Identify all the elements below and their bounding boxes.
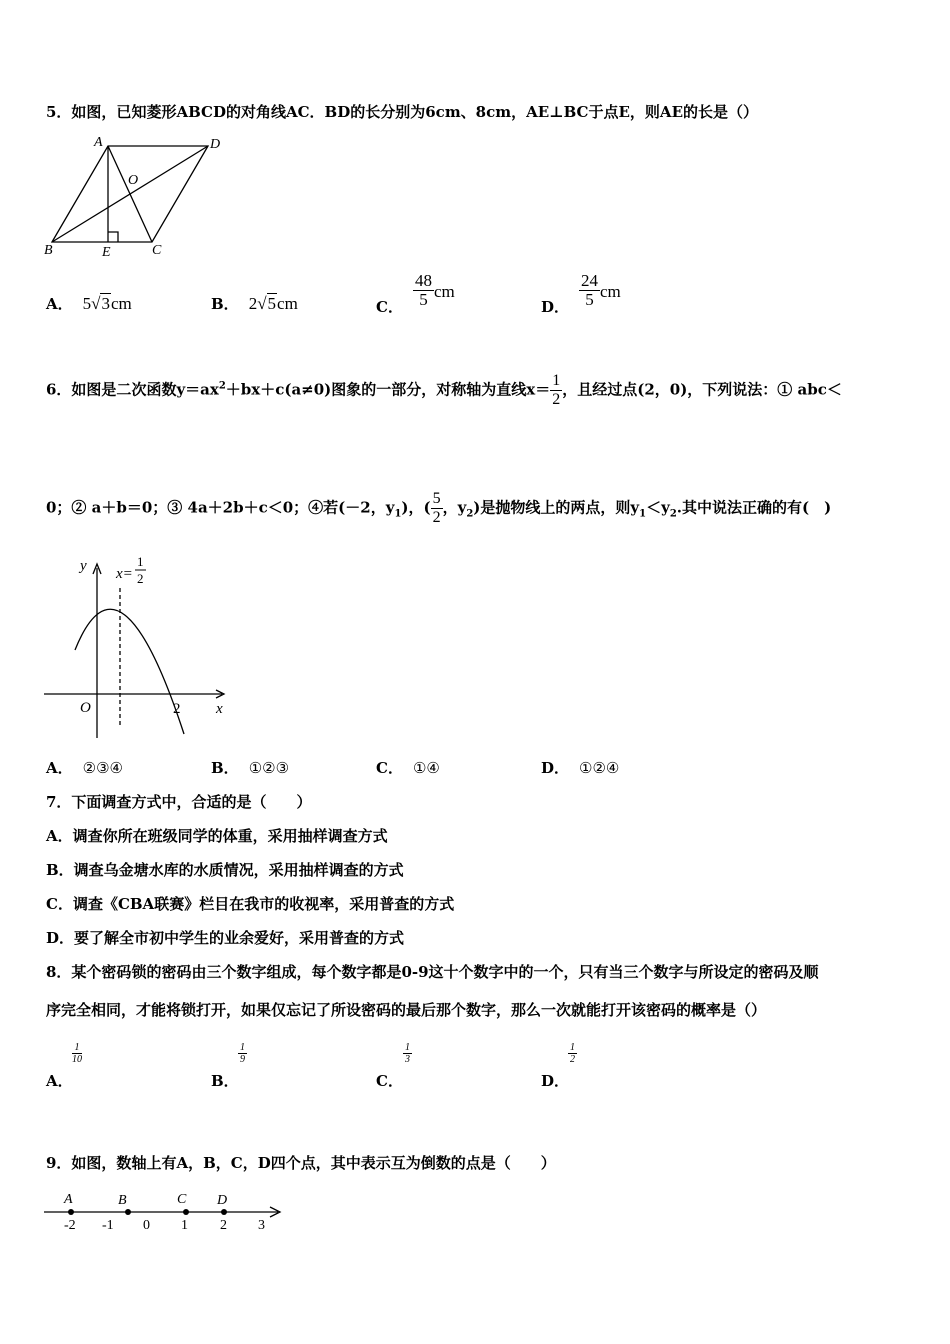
graph-x-label: x <box>216 701 223 717</box>
q9-stem: 9．如图，数轴上有A，B，C，D四个点，其中表示互为倒数的点是（ ） <box>46 1154 556 1172</box>
q6-option-d[interactable]: D． ①②④ <box>541 759 620 777</box>
point-b-label: B <box>118 1193 127 1208</box>
tick-3: 3 <box>258 1218 265 1233</box>
label-e: E <box>102 245 111 260</box>
label-c: C <box>152 243 162 258</box>
label-a: A <box>94 135 103 150</box>
point-c-label: C <box>177 1192 187 1207</box>
q5-option-a[interactable]: A． 5√3cm <box>46 294 132 313</box>
tick-minus-1: -1 <box>102 1218 114 1233</box>
tick-1: 1 <box>181 1218 188 1233</box>
q5-option-d[interactable]: D． $\frac{24}{5}$ cm <box>541 271 621 316</box>
q6-option-a[interactable]: A． ②③④ <box>46 759 123 777</box>
label-o: O <box>128 173 139 188</box>
q7-option-b[interactable]: B．调查乌金塘水库的水质情况，采用抽样调查的方式 <box>46 861 404 879</box>
q5-stem: 5．如图，已知菱形ABCD的对角线AC．BD的长分别为6cm、8cm，AE⊥BC于点E，则AE的长是（） <box>46 103 758 121</box>
point-b-dot <box>125 1209 131 1215</box>
q8-stem-line2: 序完全相同，才能将锁打开，如果仅忘记了所设密码的最后那个数字，那么一次就能打开该密码的概率是（） <box>46 1001 767 1019</box>
q8-option-b[interactable]: $\frac{1}{9}$ B． <box>211 1042 245 1090</box>
q6-parabola-graph <box>40 550 240 745</box>
tick-minus-2: -2 <box>64 1218 76 1233</box>
q8-stem-line1: 8．某个密码锁的密码由三个数字组成，每个数字都是0-9这十个数字中的一个，只有当三个数字与所设定的密码及顺 <box>46 963 819 981</box>
q6-stem-line1: 6．如图是二次函数$y=ax^2+bx+c(a\ne 0)$图象的一部分，对称轴为直线x＝ $\frac{1}{2}$ ，且经过点(2，0)，下列说法：① abc＜ <box>46 372 842 408</box>
point-d-label: D <box>217 1193 228 1208</box>
point-d-dot <box>221 1209 227 1215</box>
graph-axis-of-symmetry-label: x= <box>116 566 133 582</box>
graph-frac-den: 2 <box>137 571 144 586</box>
point-c-dot <box>183 1209 189 1215</box>
q8-option-d[interactable]: $\frac{1}{2}$ D． <box>541 1042 575 1090</box>
q7-option-c[interactable]: C．调查《CBA联赛》栏目在我市的收视率，采用普查的方式 <box>46 895 455 913</box>
q6-option-b[interactable]: B． ①②③ <box>211 759 290 777</box>
q6-stem-line2: 0；② a＋b＝0；③ 4a＋2b＋c＜0；④若(－2，$y_1$)，( $\frac{5}{2}$ ，$y_2$)是抛物线上的两点，则$y_1<y_2$.其中说法正确的有( ) <box>46 490 832 526</box>
point-a-dot <box>68 1209 74 1215</box>
graph-y-label: y <box>80 558 87 574</box>
graph-origin-label: O <box>80 700 91 716</box>
label-b: B <box>44 243 53 258</box>
tick-2: 2 <box>220 1218 227 1233</box>
q5-option-c[interactable]: C． $\frac{48}{5}$ cm <box>376 271 455 316</box>
q5-option-b[interactable]: B． 2√5cm <box>211 294 298 313</box>
q7-stem: 7．下面调查方式中，合适的是（ ） <box>46 793 312 811</box>
graph-root-two: 2 <box>173 701 181 717</box>
point-a-label: A <box>64 1192 73 1207</box>
graph-frac-num: 1 <box>137 554 144 569</box>
q6-option-c[interactable]: C． ①④ <box>376 759 440 777</box>
q8-option-a[interactable]: $\frac{1}{10}$ A． <box>46 1042 82 1090</box>
label-d: D <box>210 137 221 152</box>
q5-rhombus-figure <box>40 132 240 262</box>
q9-number-line <box>40 1186 290 1234</box>
q7-option-d[interactable]: D．要了解全市初中学生的业余爱好，采用普查的方式 <box>46 929 405 947</box>
q7-option-a[interactable]: A．调查你所在班级同学的体重，采用抽样调查方式 <box>46 827 388 845</box>
tick-0: 0 <box>143 1218 150 1233</box>
q8-option-c[interactable]: $\frac{1}{3}$ C． <box>376 1042 410 1090</box>
